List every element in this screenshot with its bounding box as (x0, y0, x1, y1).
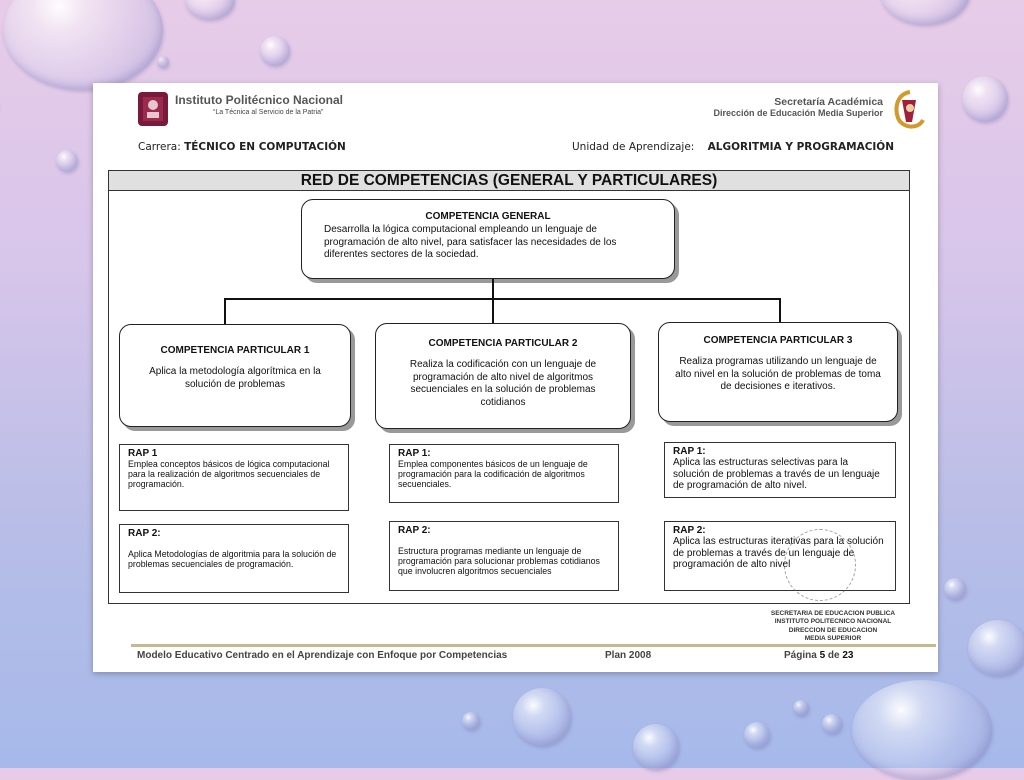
competencia-particular-3-description: Realiza programas utilizando un lenguaje de alto nivel en la solución de problemas de toma de decisiones e iterativos. (675, 356, 881, 392)
connector-line (492, 298, 494, 323)
water-drop-decoration (962, 76, 1008, 122)
unidad-field (572, 141, 894, 153)
rap-description: Aplica las estructuras selectivas para la solución de problemas a través de un lenguaje de programación de alto nivel. (673, 457, 880, 491)
water-drop-decoration (56, 150, 78, 172)
water-drop-decoration (513, 688, 571, 746)
seal-line: SECRETARIA DE EDUCACION PUBLICA (770, 610, 896, 617)
page-prefix: Página (784, 650, 817, 661)
competencia-particular-3-title: COMPETENCIA PARTICULAR 3 (703, 335, 853, 346)
rap-title: RAP 1 (128, 448, 158, 459)
competencias-network-section (108, 170, 910, 604)
section-title: RED DE COMPETENCIAS (GENERAL Y PARTICULARES) (109, 171, 909, 191)
water-drop-decoration (185, 0, 235, 20)
carrera-label: Carrera: (138, 141, 181, 153)
seal-caption (743, 610, 923, 644)
footer-page (784, 650, 854, 661)
competencia-particular-2-description: Realiza la codificación con un lenguaje de programación de alto nivel de algoritmos secuenciales en la solución de problemas cotidianos (409, 359, 597, 408)
water-drop-decoration (3, 0, 163, 90)
carrera-field (138, 141, 346, 153)
competencia-particular-3-box (658, 322, 898, 422)
water-drop-decoration (822, 714, 842, 734)
carrera-value: TÉCNICO EN COMPUTACIÓN (184, 141, 346, 153)
competencia-particular-1-description: Aplica la metodología algorítmica en la solución de problemas (149, 366, 321, 390)
connector-line (779, 298, 781, 322)
rap-title: RAP 2: (128, 528, 161, 539)
rap-title: RAP 1: (398, 448, 431, 459)
seal-line: INSTITUTO POLITECNICO NACIONAL (774, 618, 892, 626)
connector-line (492, 279, 494, 299)
rap-2-particular-1 (119, 524, 349, 593)
water-drop-decoration (744, 722, 770, 748)
rap-description: Emplea conceptos básicos de lógica computacional para la realización de algoritmos secuenciales de programación. (128, 459, 330, 490)
direccion-name: Dirección de Educación Media Superior (713, 108, 883, 118)
unidad-label: Unidad de Aprendizaje: (572, 141, 695, 153)
rap-1-particular-1 (119, 444, 349, 511)
competencia-general-title: COMPETENCIA GENERAL (425, 211, 551, 222)
page-mid: de (827, 650, 840, 661)
rap-title: RAP 2: (673, 525, 706, 536)
connector-line (224, 298, 226, 324)
official-seal-icon (784, 529, 856, 601)
competencia-general-box (301, 199, 675, 279)
rap-2-particular-2 (389, 521, 619, 591)
competencia-particular-2-box (375, 323, 631, 429)
competencia-general-description: Desarrolla la lógica computacional empleando un lenguaje de programación de alto nivel, para satisfacer las necesidades de los diferentes sectores de la sociedad. (324, 224, 617, 260)
footer-plan: Plan 2008 (605, 650, 652, 661)
institution-motto: “La Técnica al Servicio de la Patria” (213, 109, 324, 116)
water-drop-decoration (968, 620, 1024, 676)
rap-1-particular-2 (389, 444, 619, 503)
unidad-value: ALGORITMIA Y PROGRAMACIÓN (707, 141, 895, 153)
rap-description: Aplica las estructuras iterativas para la solución de problemas a través de un lenguaje de programación de alto nivel (673, 536, 884, 570)
institution-name: Instituto Politécnico Nacional (175, 93, 344, 107)
secretaria-name: Secretaría Académica (774, 96, 883, 108)
water-drop-decoration (462, 712, 480, 730)
page-current: 5 (819, 650, 826, 661)
water-drop-decoration (260, 36, 290, 66)
competencia-particular-2-title: COMPETENCIA PARTICULAR 2 (428, 338, 578, 349)
rap-description: Estructura programas mediante un lenguaje de programación para solucionar problemas cotidianos que involucren algoritmos secuenciales (398, 546, 600, 577)
seal-line: MEDIA SUPERIOR (804, 635, 862, 643)
rap-description: Emplea componentes básicos de un lenguaje de programación para la codificación de algoritmos secuenciales. (398, 459, 588, 490)
footer-model: Modelo Educativo Centrado en el Aprendizaje con Enfoque por Competencias (137, 650, 508, 661)
ipn-logo-icon (138, 92, 168, 126)
water-drop-decoration (880, 0, 970, 25)
rap-1-particular-3 (664, 442, 896, 498)
connector-line (224, 298, 781, 300)
document-page (93, 83, 938, 672)
rap-title: RAP 2: (398, 525, 431, 536)
competencia-particular-1-box (119, 324, 351, 427)
water-drop-decoration (633, 724, 679, 770)
rap-title: RAP 1: (673, 446, 706, 457)
page-total: 23 (842, 650, 854, 661)
footer-divider (131, 644, 936, 647)
seal-line: DIRECCION DE EDUCACION (788, 626, 878, 634)
rap-description: Aplica Metodologías de algoritmia para la solución de problemas secuenciales de programación. (128, 549, 337, 570)
water-drop-decoration (944, 578, 966, 600)
competencia-particular-1-title: COMPETENCIA PARTICULAR 1 (160, 345, 310, 356)
rap-2-particular-3 (664, 521, 896, 591)
water-drop-decoration (852, 680, 992, 780)
water-drop-decoration (157, 56, 169, 68)
dems-logo-icon (890, 88, 930, 139)
water-drop-decoration (793, 700, 809, 716)
